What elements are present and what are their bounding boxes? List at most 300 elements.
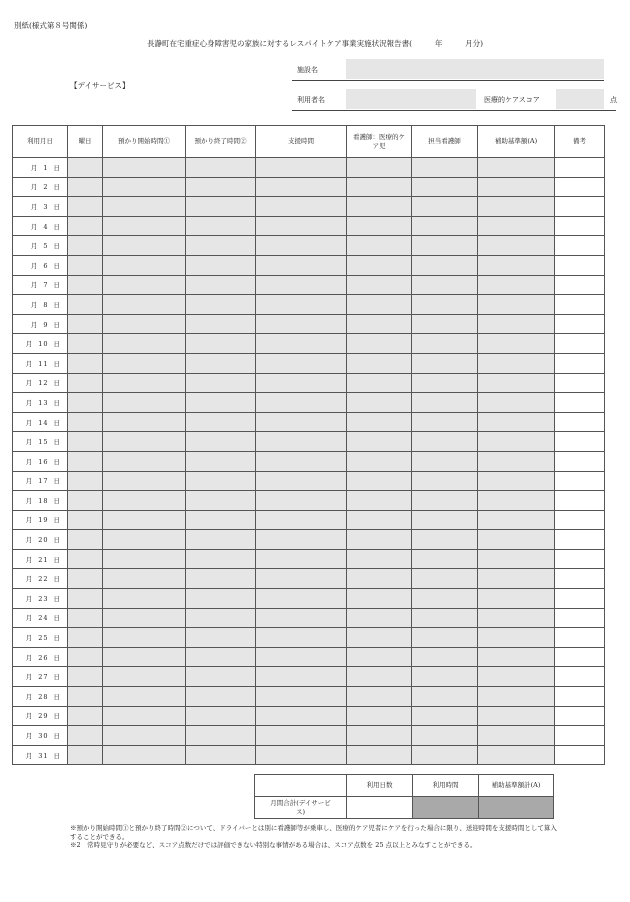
cell-start-time[interactable]: [103, 510, 186, 530]
cell-nurse-ratio[interactable]: [347, 275, 412, 295]
cell-support-time[interactable]: [256, 393, 347, 413]
cell-nurse-in-charge[interactable]: [412, 373, 478, 393]
cell-nurse-ratio[interactable]: [347, 667, 412, 687]
cell-weekday[interactable]: [68, 412, 103, 432]
date-month: 月: [25, 477, 34, 486]
date-day: 15: [38, 438, 49, 447]
cell-subsidy[interactable]: [478, 667, 555, 687]
cell-weekday[interactable]: [68, 236, 103, 256]
cell-start-time[interactable]: [103, 216, 186, 236]
cell-weekday[interactable]: [68, 530, 103, 550]
cell-nurse-ratio[interactable]: [347, 491, 412, 511]
cell-end-time[interactable]: [186, 745, 256, 765]
cell-nurse-ratio[interactable]: [347, 197, 412, 217]
cell-subsidy[interactable]: [478, 275, 555, 295]
cell-support-time[interactable]: [256, 628, 347, 648]
date-unit: 日: [53, 751, 61, 760]
cell-end-time[interactable]: [186, 589, 256, 609]
cell-date: [13, 569, 68, 589]
cell-nurse-ratio[interactable]: [347, 647, 412, 667]
cell-nurse-in-charge[interactable]: [412, 334, 478, 354]
cell-nurse-in-charge[interactable]: [412, 647, 478, 667]
facility-name-field[interactable]: [346, 59, 604, 79]
cell-subsidy[interactable]: [478, 353, 555, 373]
cell-nurse-in-charge[interactable]: [412, 314, 478, 334]
cell-support-time[interactable]: [256, 530, 347, 550]
cell-nurse-in-charge[interactable]: [412, 412, 478, 432]
cell-remarks[interactable]: [555, 745, 605, 765]
cell-weekday[interactable]: [68, 687, 103, 707]
date-month: 月: [25, 418, 34, 427]
cell-support-time[interactable]: [256, 334, 347, 354]
cell-end-time[interactable]: [186, 334, 256, 354]
cell-subsidy[interactable]: [478, 334, 555, 354]
cell-remarks[interactable]: [555, 687, 605, 707]
cell-subsidy[interactable]: [478, 471, 555, 491]
date-unit: 日: [53, 477, 61, 486]
cell-nurse-ratio[interactable]: [347, 628, 412, 648]
cell-nurse-in-charge[interactable]: [412, 530, 478, 550]
cell-remarks[interactable]: [555, 177, 605, 197]
cell-subsidy[interactable]: [478, 726, 555, 746]
cell-start-time[interactable]: [103, 353, 186, 373]
cell-end-time[interactable]: [186, 158, 256, 178]
cell-support-time[interactable]: [256, 177, 347, 197]
cell-weekday[interactable]: [68, 706, 103, 726]
cell-end-time[interactable]: [186, 275, 256, 295]
cell-support-time[interactable]: [256, 158, 347, 178]
cell-start-time[interactable]: [103, 197, 186, 217]
cell-weekday[interactable]: [68, 177, 103, 197]
cell-weekday[interactable]: [68, 726, 103, 746]
date-unit: 日: [53, 320, 61, 329]
cell-support-time[interactable]: [256, 197, 347, 217]
cell-support-time[interactable]: [256, 647, 347, 667]
cell-nurse-in-charge[interactable]: [412, 255, 478, 275]
cell-nurse-in-charge[interactable]: [412, 158, 478, 178]
cell-nurse-ratio[interactable]: [347, 295, 412, 315]
cell-nurse-ratio[interactable]: [347, 726, 412, 746]
cell-end-time[interactable]: [186, 569, 256, 589]
cell-support-time[interactable]: [256, 569, 347, 589]
cell-support-time[interactable]: [256, 667, 347, 687]
cell-remarks[interactable]: [555, 628, 605, 648]
cell-nurse-in-charge[interactable]: [412, 549, 478, 569]
cell-remarks[interactable]: [555, 569, 605, 589]
cell-subsidy[interactable]: [478, 295, 555, 315]
cell-start-time[interactable]: [103, 706, 186, 726]
cell-support-time[interactable]: [256, 255, 347, 275]
date-day: 6: [43, 261, 49, 270]
cell-end-time[interactable]: [186, 510, 256, 530]
cell-remarks[interactable]: [555, 549, 605, 569]
cell-subsidy[interactable]: [478, 197, 555, 217]
summary-row-label: 月間合計(デイサービス): [255, 797, 347, 819]
table-row: [13, 589, 605, 609]
date-unit: 日: [53, 496, 61, 505]
cell-nurse-in-charge[interactable]: [412, 177, 478, 197]
cell-weekday[interactable]: [68, 432, 103, 452]
cell-nurse-ratio[interactable]: [347, 353, 412, 373]
cell-end-time[interactable]: [186, 216, 256, 236]
cell-nurse-ratio[interactable]: [347, 530, 412, 550]
cell-subsidy[interactable]: [478, 510, 555, 530]
cell-remarks[interactable]: [555, 412, 605, 432]
cell-end-time[interactable]: [186, 530, 256, 550]
cell-weekday[interactable]: [68, 628, 103, 648]
cell-nurse-in-charge[interactable]: [412, 275, 478, 295]
cell-weekday[interactable]: [68, 569, 103, 589]
notes: [70, 824, 560, 850]
cell-start-time[interactable]: [103, 451, 186, 471]
cell-end-time[interactable]: [186, 432, 256, 452]
cell-weekday[interactable]: [68, 353, 103, 373]
cell-support-time[interactable]: [256, 236, 347, 256]
cell-end-time[interactable]: [186, 549, 256, 569]
cell-nurse-ratio[interactable]: [347, 255, 412, 275]
table-row: [13, 295, 605, 315]
cell-start-time[interactable]: [103, 530, 186, 550]
cell-start-time[interactable]: [103, 471, 186, 491]
cell-support-time[interactable]: [256, 726, 347, 746]
cell-subsidy[interactable]: [478, 628, 555, 648]
cell-remarks[interactable]: [555, 432, 605, 452]
cell-subsidy[interactable]: [478, 412, 555, 432]
cell-weekday[interactable]: [68, 745, 103, 765]
cell-end-time[interactable]: [186, 706, 256, 726]
cell-weekday[interactable]: [68, 510, 103, 530]
cell-nurse-in-charge[interactable]: [412, 451, 478, 471]
date-unit: 日: [53, 202, 61, 211]
cell-support-time[interactable]: [256, 510, 347, 530]
cell-weekday[interactable]: [68, 158, 103, 178]
cell-subsidy[interactable]: [478, 177, 555, 197]
cell-support-time[interactable]: [256, 491, 347, 511]
cell-start-time[interactable]: [103, 314, 186, 334]
cell-end-time[interactable]: [186, 197, 256, 217]
cell-subsidy[interactable]: [478, 745, 555, 765]
cell-subsidy[interactable]: [478, 687, 555, 707]
cell-weekday[interactable]: [68, 275, 103, 295]
cell-nurse-in-charge[interactable]: [412, 569, 478, 589]
table-row: [13, 451, 605, 471]
cell-nurse-in-charge[interactable]: [412, 510, 478, 530]
date-day: 1: [43, 163, 49, 172]
cell-nurse-ratio[interactable]: [347, 158, 412, 178]
date-unit: 日: [53, 379, 61, 388]
cell-subsidy[interactable]: [478, 491, 555, 511]
title-year-label: 年: [434, 39, 443, 48]
cell-end-time[interactable]: [186, 236, 256, 256]
cell-date: [13, 197, 68, 217]
cell-nurse-ratio[interactable]: [347, 510, 412, 530]
cell-weekday[interactable]: [68, 197, 103, 217]
cell-subsidy[interactable]: [478, 236, 555, 256]
cell-date: [13, 158, 68, 178]
cell-subsidy[interactable]: [478, 393, 555, 413]
cell-support-time[interactable]: [256, 745, 347, 765]
cell-support-time[interactable]: [256, 412, 347, 432]
note-1: ※預かり開始時間①と預かり終了時間②について、ドライバーとは別に看護師等が乗車し、医療的ケア児者にケアを行った場合に限り、送迎時間を支援時間として算入することができる。: [70, 824, 557, 841]
cell-nurse-in-charge[interactable]: [412, 628, 478, 648]
cell-subsidy[interactable]: [478, 706, 555, 726]
cell-nurse-in-charge[interactable]: [412, 471, 478, 491]
cell-subsidy[interactable]: [478, 451, 555, 471]
cell-subsidy[interactable]: [478, 373, 555, 393]
cell-start-time[interactable]: [103, 667, 186, 687]
cell-end-time[interactable]: [186, 628, 256, 648]
cell-remarks[interactable]: [555, 275, 605, 295]
cell-nurse-in-charge[interactable]: [412, 197, 478, 217]
cell-end-time[interactable]: [186, 255, 256, 275]
cell-support-time[interactable]: [256, 216, 347, 236]
cell-support-time[interactable]: [256, 295, 347, 315]
cell-end-time[interactable]: [186, 647, 256, 667]
service-type-label: 【デイサービス】: [70, 81, 130, 90]
cell-nurse-in-charge[interactable]: [412, 667, 478, 687]
cell-subsidy[interactable]: [478, 158, 555, 178]
cell-remarks[interactable]: [555, 589, 605, 609]
cell-weekday[interactable]: [68, 608, 103, 628]
cell-end-time[interactable]: [186, 726, 256, 746]
cell-subsidy[interactable]: [478, 255, 555, 275]
cell-support-time[interactable]: [256, 608, 347, 628]
cell-start-time[interactable]: [103, 393, 186, 413]
date-day: 21: [38, 555, 49, 564]
cell-nurse-in-charge[interactable]: [412, 687, 478, 707]
cell-subsidy[interactable]: [478, 432, 555, 452]
date-day: 19: [38, 516, 49, 525]
date-unit: 日: [53, 418, 61, 427]
table-row: [13, 393, 605, 413]
date-month: 月: [30, 183, 39, 192]
cell-start-time[interactable]: [103, 726, 186, 746]
cell-weekday[interactable]: [68, 471, 103, 491]
cell-remarks[interactable]: [555, 667, 605, 687]
table-row: [13, 236, 605, 256]
cell-nurse-ratio[interactable]: [347, 412, 412, 432]
cell-weekday[interactable]: [68, 589, 103, 609]
cell-nurse-in-charge[interactable]: [412, 608, 478, 628]
table-row: [13, 177, 605, 197]
cell-remarks[interactable]: [555, 451, 605, 471]
cell-start-time[interactable]: [103, 687, 186, 707]
cell-support-time[interactable]: [256, 589, 347, 609]
cell-nurse-ratio[interactable]: [347, 334, 412, 354]
cell-weekday[interactable]: [68, 314, 103, 334]
cell-end-time[interactable]: [186, 687, 256, 707]
cell-support-time[interactable]: [256, 353, 347, 373]
cell-nurse-ratio[interactable]: [347, 373, 412, 393]
cell-start-time[interactable]: [103, 432, 186, 452]
cell-weekday[interactable]: [68, 393, 103, 413]
col-header-support-time: 支援時間: [256, 126, 347, 158]
cell-end-time[interactable]: [186, 373, 256, 393]
cell-remarks[interactable]: [555, 726, 605, 746]
cell-remarks[interactable]: [555, 158, 605, 178]
date-month: 月: [25, 496, 34, 505]
cell-weekday[interactable]: [68, 373, 103, 393]
cell-nurse-ratio[interactable]: [347, 236, 412, 256]
cell-subsidy[interactable]: [478, 569, 555, 589]
cell-support-time[interactable]: [256, 706, 347, 726]
cell-weekday[interactable]: [68, 255, 103, 275]
cell-nurse-ratio[interactable]: [347, 589, 412, 609]
cell-support-time[interactable]: [256, 432, 347, 452]
cell-nurse-ratio[interactable]: [347, 687, 412, 707]
cell-start-time[interactable]: [103, 549, 186, 569]
cell-start-time[interactable]: [103, 177, 186, 197]
cell-nurse-ratio[interactable]: [347, 432, 412, 452]
cell-remarks[interactable]: [555, 236, 605, 256]
cell-weekday[interactable]: [68, 295, 103, 315]
cell-end-time[interactable]: [186, 393, 256, 413]
care-score-field[interactable]: [556, 89, 604, 109]
cell-remarks[interactable]: [555, 255, 605, 275]
cell-remarks[interactable]: [555, 295, 605, 315]
cell-start-time[interactable]: [103, 569, 186, 589]
cell-start-time[interactable]: [103, 491, 186, 511]
cell-end-time[interactable]: [186, 177, 256, 197]
cell-nurse-ratio[interactable]: [347, 177, 412, 197]
cell-remarks[interactable]: [555, 706, 605, 726]
cell-date: [13, 706, 68, 726]
cell-nurse-in-charge[interactable]: [412, 295, 478, 315]
date-month: 月: [30, 163, 39, 172]
date-day: 28: [38, 692, 49, 701]
cell-remarks[interactable]: [555, 491, 605, 511]
cell-start-time[interactable]: [103, 295, 186, 315]
cell-nurse-ratio[interactable]: [347, 549, 412, 569]
cell-subsidy[interactable]: [478, 216, 555, 236]
cell-remarks[interactable]: [555, 530, 605, 550]
cell-nurse-in-charge[interactable]: [412, 432, 478, 452]
cell-start-time[interactable]: [103, 334, 186, 354]
cell-support-time[interactable]: [256, 373, 347, 393]
cell-start-time[interactable]: [103, 236, 186, 256]
cell-end-time[interactable]: [186, 353, 256, 373]
cell-nurse-ratio[interactable]: [347, 393, 412, 413]
cell-nurse-ratio[interactable]: [347, 314, 412, 334]
cell-support-time[interactable]: [256, 549, 347, 569]
cell-start-time[interactable]: [103, 589, 186, 609]
cell-subsidy[interactable]: [478, 647, 555, 667]
cell-support-time[interactable]: [256, 687, 347, 707]
user-name-field[interactable]: [346, 89, 476, 109]
cell-weekday[interactable]: [68, 451, 103, 471]
cell-remarks[interactable]: [555, 353, 605, 373]
cell-nurse-ratio[interactable]: [347, 569, 412, 589]
cell-remarks[interactable]: [555, 471, 605, 491]
cell-weekday[interactable]: [68, 216, 103, 236]
cell-start-time[interactable]: [103, 255, 186, 275]
cell-date: [13, 334, 68, 354]
cell-date: [13, 255, 68, 275]
date-unit: 日: [53, 340, 61, 349]
cell-nurse-in-charge[interactable]: [412, 589, 478, 609]
cell-remarks[interactable]: [555, 334, 605, 354]
col-header-weekday: 曜日: [68, 126, 103, 158]
cell-remarks[interactable]: [555, 608, 605, 628]
cell-end-time[interactable]: [186, 491, 256, 511]
cell-nurse-ratio[interactable]: [347, 216, 412, 236]
cell-weekday[interactable]: [68, 334, 103, 354]
cell-nurse-ratio[interactable]: [347, 706, 412, 726]
cell-subsidy[interactable]: [478, 530, 555, 550]
cell-end-time[interactable]: [186, 451, 256, 471]
cell-start-time[interactable]: [103, 608, 186, 628]
cell-start-time[interactable]: [103, 412, 186, 432]
cell-end-time[interactable]: [186, 314, 256, 334]
cell-end-time[interactable]: [186, 471, 256, 491]
cell-weekday[interactable]: [68, 549, 103, 569]
cell-remarks[interactable]: [555, 216, 605, 236]
cell-end-time[interactable]: [186, 608, 256, 628]
cell-start-time[interactable]: [103, 275, 186, 295]
cell-end-time[interactable]: [186, 667, 256, 687]
cell-subsidy[interactable]: [478, 608, 555, 628]
cell-support-time[interactable]: [256, 314, 347, 334]
cell-nurse-ratio[interactable]: [347, 451, 412, 471]
cell-start-time[interactable]: [103, 745, 186, 765]
cell-subsidy[interactable]: [478, 589, 555, 609]
cell-support-time[interactable]: [256, 471, 347, 491]
cell-start-time[interactable]: [103, 158, 186, 178]
form-reference: 別紙(様式第８号関係): [14, 21, 88, 30]
cell-remarks[interactable]: [555, 314, 605, 334]
date-day: 26: [38, 653, 49, 662]
col-header-remarks: 備考: [555, 126, 605, 158]
cell-nurse-in-charge[interactable]: [412, 393, 478, 413]
cell-remarks[interactable]: [555, 510, 605, 530]
cell-nurse-ratio[interactable]: [347, 745, 412, 765]
cell-support-time[interactable]: [256, 451, 347, 471]
date-day: 10: [38, 340, 49, 349]
cell-nurse-in-charge[interactable]: [412, 491, 478, 511]
cell-nurse-in-charge[interactable]: [412, 216, 478, 236]
date-day: 25: [38, 634, 49, 643]
cell-start-time[interactable]: [103, 628, 186, 648]
date-month: 月: [25, 712, 34, 721]
cell-date: [13, 393, 68, 413]
cell-subsidy[interactable]: [478, 314, 555, 334]
cell-nurse-in-charge[interactable]: [412, 236, 478, 256]
cell-weekday[interactable]: [68, 667, 103, 687]
cell-nurse-ratio[interactable]: [347, 608, 412, 628]
cell-end-time[interactable]: [186, 412, 256, 432]
cell-start-time[interactable]: [103, 647, 186, 667]
cell-nurse-in-charge[interactable]: [412, 745, 478, 765]
cell-remarks[interactable]: [555, 197, 605, 217]
cell-subsidy[interactable]: [478, 549, 555, 569]
cell-remarks[interactable]: [555, 393, 605, 413]
cell-nurse-in-charge[interactable]: [412, 706, 478, 726]
cell-remarks[interactable]: [555, 647, 605, 667]
cell-end-time[interactable]: [186, 295, 256, 315]
summary-days-field[interactable]: [347, 797, 413, 819]
cell-nurse-in-charge[interactable]: [412, 353, 478, 373]
facility-name-label: 施設名: [297, 66, 318, 74]
cell-weekday[interactable]: [68, 647, 103, 667]
date-month: 月: [30, 242, 39, 251]
cell-support-time[interactable]: [256, 275, 347, 295]
cell-weekday[interactable]: [68, 491, 103, 511]
cell-nurse-ratio[interactable]: [347, 471, 412, 491]
cell-start-time[interactable]: [103, 373, 186, 393]
cell-nurse-in-charge[interactable]: [412, 726, 478, 746]
cell-remarks[interactable]: [555, 373, 605, 393]
cell-date: [13, 314, 68, 334]
